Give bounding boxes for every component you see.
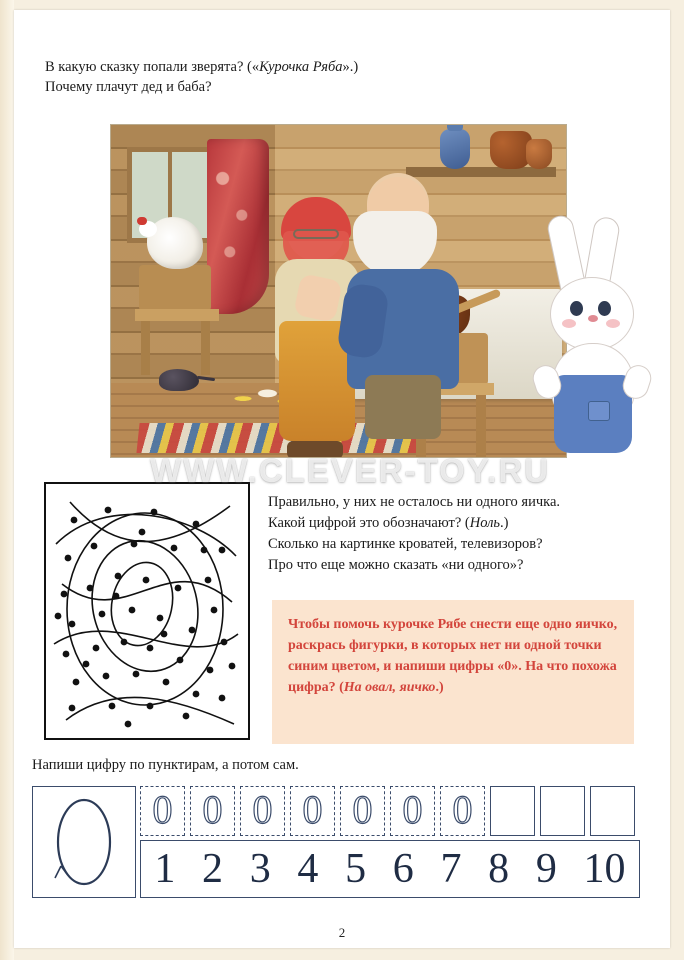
trace-cell-empty[interactable] — [490, 786, 535, 836]
grandfather — [347, 177, 467, 447]
digit: 7 — [440, 846, 462, 892]
trace-cell[interactable] — [290, 786, 335, 836]
digit: 3 — [249, 846, 271, 892]
dot-puzzle-svg — [46, 484, 244, 734]
bunny-character — [536, 215, 646, 465]
model-digit-zero — [47, 794, 121, 890]
top-question-line-2: Почему плачут дед и баба? — [45, 79, 212, 95]
mid-question-line-3: Сколько на картинке кроватей, телевизоров? — [268, 536, 543, 552]
top-question-text-a: В какую сказку попали зверята? (« — [45, 59, 260, 75]
trace-cell[interactable] — [340, 786, 385, 836]
task-text-b: .) — [435, 680, 444, 695]
trace-digit: 0 — [252, 787, 273, 833]
chair-left — [135, 265, 219, 375]
writing-prompt: Напиши цифру по пунктирам, а потом сам. — [32, 757, 299, 773]
top-question-line-1 — [45, 57, 625, 77]
top-question-text-b: ».) — [342, 59, 359, 75]
mid-question-line-2 — [268, 513, 668, 534]
trace-cell-empty[interactable] — [540, 786, 585, 836]
page-left-edge — [0, 0, 14, 960]
trace-cell[interactable] — [140, 786, 185, 836]
trace-cell[interactable] — [240, 786, 285, 836]
dot-puzzle[interactable] — [44, 482, 250, 740]
trace-cells-row[interactable] — [140, 786, 640, 838]
trace-digit: 0 — [452, 787, 473, 833]
page-number: 2 — [338, 925, 346, 940]
model-digit-box[interactable] — [32, 786, 136, 898]
mid-questions — [268, 492, 668, 576]
trace-cell[interactable] — [440, 786, 485, 836]
trace-digit: 0 — [402, 787, 423, 833]
trace-cell-empty[interactable] — [590, 786, 635, 836]
task-text-italic: На овал, яичко — [343, 680, 436, 695]
digits-row — [140, 840, 640, 898]
digit: 6 — [392, 846, 414, 892]
mid-question-text-a: Какой цифрой это обозначают? ( — [268, 515, 470, 531]
digit: 1 — [154, 846, 176, 892]
task-callout-box — [272, 600, 634, 744]
trace-digit: 0 — [302, 787, 323, 833]
trace-cell[interactable] — [190, 786, 235, 836]
trace-digit: 0 — [352, 787, 373, 833]
digit: 5 — [345, 846, 367, 892]
digit: 2 — [202, 846, 224, 892]
story-illustration — [110, 124, 567, 458]
mid-question-italic: Ноль — [469, 515, 501, 531]
mid-question-line-1: Правильно, у них не осталось ни одного яичка. — [268, 494, 561, 510]
shelf — [406, 167, 556, 177]
mid-question-line-4: Про что еще можно сказать «ни одного»? — [268, 557, 524, 573]
digit: 10 — [583, 846, 626, 892]
trace-cell[interactable] — [390, 786, 435, 836]
top-questions — [45, 57, 625, 97]
clay-pot-small — [526, 139, 552, 169]
digit: 9 — [535, 846, 557, 892]
trace-digit: 0 — [152, 787, 173, 833]
digit: 4 — [297, 846, 319, 892]
jug — [440, 129, 470, 169]
top-question-italic: Курочка Ряба — [259, 59, 343, 75]
task-text-a: Чтобы помочь курочке Рябе снести еще одно яичко, раскрась фигурки, в которых нет ни одной точки синим цветом, и напиши цифры «0». На что похожа цифра? ( — [288, 617, 618, 695]
task-callout-text — [288, 614, 618, 698]
digit: 8 — [488, 846, 510, 892]
trace-digit: 0 — [202, 787, 223, 833]
watermark: WWW.CLEVER-TOY.RU — [149, 452, 551, 489]
mid-question-text-b: .) — [500, 515, 509, 531]
mouse — [159, 369, 199, 391]
